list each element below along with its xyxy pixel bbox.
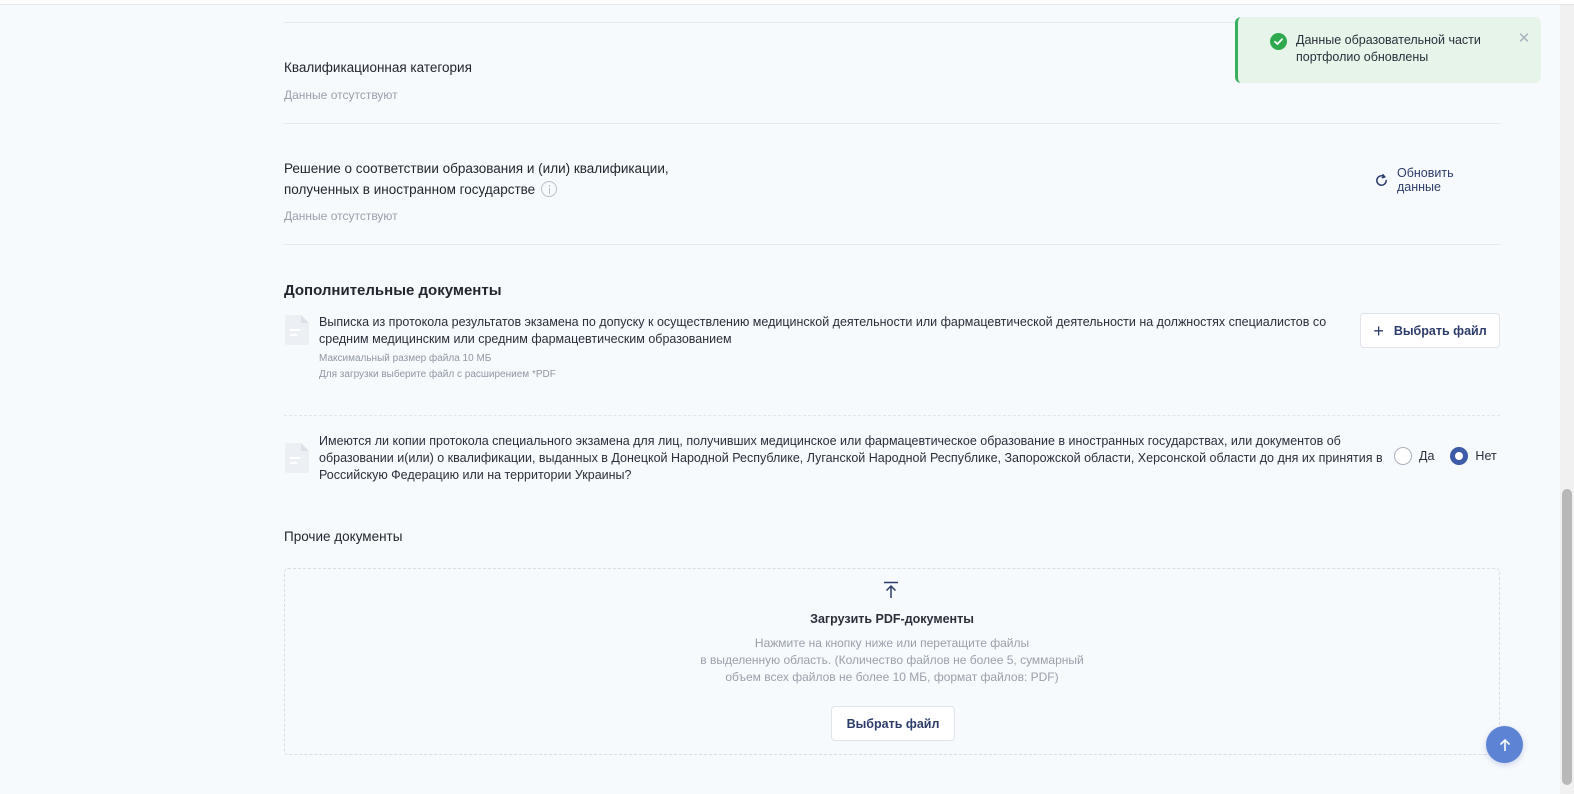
document-icon xyxy=(284,442,310,474)
doc2-text-line1: Имеются ли копии протокола специального экзамена для лиц, получивших медицинское или фармацевтическое образование в иностранных государствах, или документов об xyxy=(319,434,1341,448)
foreign-title-line2 xyxy=(284,180,557,200)
doc2-text-line2: образовании и(или) о квалификации, выданных в Донецкой Народной Республике, Луганской Народной Республике, Запорожской области, Херсонской области до дня их принятия в xyxy=(319,451,1383,465)
dropzone-desc-line3: объем всех файлов не более 10 МБ, формат файлов: PDF) xyxy=(725,670,1059,684)
doc1-hint-format: Для загрузки выберите файл с расширением *PDF xyxy=(319,369,556,380)
scrollbar[interactable] xyxy=(1560,5,1574,794)
qualification-title: Квалификационная категория xyxy=(284,60,472,75)
plus-icon: + xyxy=(1373,320,1384,341)
upload-icon xyxy=(883,581,899,599)
refresh-data-button[interactable] xyxy=(1374,166,1500,194)
close-icon[interactable]: ✕ xyxy=(1517,30,1531,47)
doc2-text-line3: Российскую Федерацию или на территории Украины? xyxy=(319,468,632,482)
divider xyxy=(284,123,1500,124)
toast-message-line1: Данные образовательной части xyxy=(1296,33,1481,47)
radio-yes-circle[interactable] xyxy=(1394,447,1412,465)
refresh-icon xyxy=(1374,173,1389,188)
refresh-data-label: Обновить данные xyxy=(1397,166,1454,194)
other-documents-heading: Прочие документы xyxy=(284,529,403,544)
doc1-hint-size: Максимальный размер файла 10 МБ xyxy=(319,353,492,364)
upload-dropzone[interactable] xyxy=(284,568,1500,755)
document-icon xyxy=(284,314,310,346)
foreign-empty: Данные отсутствуют xyxy=(284,209,398,223)
select-file-button[interactable] xyxy=(1360,313,1500,348)
copies-radio-group xyxy=(1394,447,1513,465)
foreign-title-line2-text: полученных в иностранном государстве xyxy=(284,182,536,197)
arrow-up-icon xyxy=(1498,738,1512,752)
dropzone-desc-line2: в выделенную область. (Количество файлов не более 5, суммарный xyxy=(700,653,1084,667)
portfolio-content xyxy=(284,0,1500,794)
divider xyxy=(284,244,1500,245)
foreign-title-line1: Решение о соответствии образования и (или) квалификации, xyxy=(284,161,669,176)
dropzone-desc-line1: Нажмите на кнопку ниже или перетащите файлы xyxy=(754,636,1030,650)
info-icon[interactable] xyxy=(541,181,557,197)
dropzone-select-file-button[interactable]: Выбрать файл xyxy=(831,706,955,741)
radio-no-circle[interactable] xyxy=(1450,447,1468,465)
select-file-label: Выбрать файл xyxy=(1393,323,1487,338)
additional-documents-heading: Дополнительные документы xyxy=(284,282,502,299)
divider xyxy=(284,415,1500,416)
doc1-text-line2: средним медицинским или средним фармацевтическим образованием xyxy=(319,332,732,346)
radio-yes[interactable] xyxy=(1394,447,1434,465)
scrollbar-thumb[interactable] xyxy=(1562,489,1572,785)
success-toast xyxy=(1235,17,1541,83)
dropzone-title: Загрузить PDF-документы xyxy=(810,612,974,626)
scroll-to-top-button[interactable] xyxy=(1486,726,1523,763)
doc1-text-line1: Выписка из протокола результатов экзамена по допуску к осуществлению медицинской деятельности или фармацевтической деятельности на должностях специалистов со xyxy=(319,315,1327,329)
radio-no[interactable] xyxy=(1450,447,1496,465)
check-circle-icon xyxy=(1270,33,1287,50)
dropzone-description xyxy=(285,635,1499,686)
toast-message xyxy=(1296,32,1496,66)
radio-no-label: Нет xyxy=(1475,449,1497,463)
qualification-empty: Данные отсутствуют xyxy=(284,88,398,102)
toast-message-line2: портфолио обновлены xyxy=(1296,50,1429,64)
radio-yes-label: Да xyxy=(1419,449,1435,463)
